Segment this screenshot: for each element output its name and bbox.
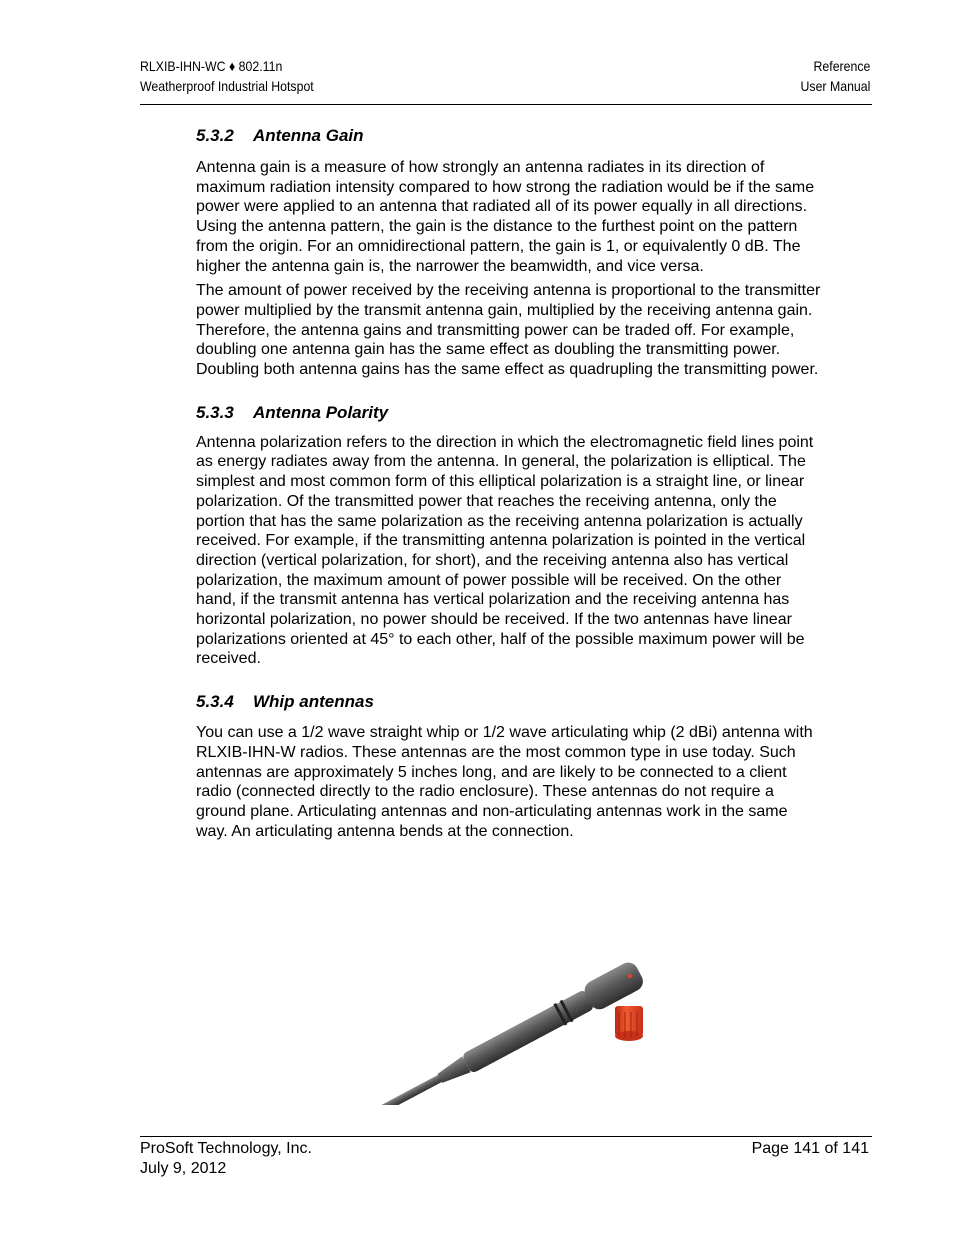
page-footer [140, 1139, 872, 1183]
footer-page-number: Page 141 of 141 [751, 1140, 869, 1157]
section-heading [196, 403, 822, 423]
whip-antenna-figure [360, 960, 660, 1105]
header-right [800, 56, 870, 96]
section-heading [196, 692, 822, 712]
header-divider [140, 104, 872, 105]
header-product-name: Weatherproof Industrial Hotspot [140, 78, 314, 94]
footer-divider [140, 1136, 872, 1137]
paragraph: You can use a 1/2 wave straight whip or 1/2 wave articulating whip (2 dBi) antenna with RLXIB-IHN-W radios. These antennas are the most common type in use today. Such antennas are approximately 5 inches long, and are likely to be connected to a client radio (connected directly to the radio enclosure). These antennas do not require a ground plane. Articulating antennas and non-articulating antennas work in the same way. An articulating antenna bends at the connection. [196, 724, 813, 840]
header-section: Reference [813, 58, 870, 74]
section-title: Whip antennas [253, 692, 374, 712]
connector-icon [615, 1006, 643, 1041]
paragraph: Antenna polarization refers to the direction in which the electromagnetic field lines point as energy radiates away from the antenna. In general, the polarization is elliptical. The simplest and most common form of this elliptical polarization is a straight line, or linear polarization. Of the transmitted power that reaches the receiving antenna, only the portion that has the same polarization as the receiving antenna polarization is actually received. For example, if the transmitting antenna polarization is pointed in the vertical direction (vertical polarization, for short), and the receiving antenna also has vertical polarization, the maximum amount of power possible will be received. On the other hand, if the transmit antenna has vertical polarization and the receiving antenna has horizontal polarization, no power should be received. If the two antennas have linear polarizations oriented at 45° to each other, half of the possible maximum power will be received. [196, 433, 814, 668]
paragraph: Antenna gain is a measure of how strongly an antenna radiates in its direction of maximum radiation intensity compared to how strong the radiation would be if the same power were applied to an antenna that radiated all of its power equally in all directions. Using the antenna pattern, the gain is the distance to the furthest point on the pattern from the origin. For an omnidirectional pattern, the gain is 1, or equivalently 0 dB. The higher the antenna gain is, the narrower the beamwidth, and vice versa. [196, 159, 815, 275]
section-number: 5.3.2 [196, 126, 234, 145]
antenna-body-icon [369, 960, 646, 1105]
section-title: Antenna Polarity [253, 402, 389, 422]
section-title: Antenna Gain [253, 126, 364, 145]
header-product-line: RLXIB-IHN-WC ♦ 802.11n [140, 58, 283, 74]
footer-date: July 9, 2012 [140, 1160, 227, 1177]
section-number: 5.3.4 [196, 692, 234, 712]
header-left [140, 56, 314, 96]
section-heading [196, 126, 822, 146]
section-antenna-gain [196, 126, 822, 380]
footer-left [140, 1139, 312, 1179]
page-content [196, 126, 822, 841]
section-antenna-polarity [196, 403, 822, 669]
page-header [140, 56, 870, 100]
header-doc-type: User Manual [800, 78, 870, 94]
paragraph: The amount of power received by the receiving antenna is proportional to the transmitter power multiplied by the transmit antenna gain, multiplied by the receiving antenna gain. Therefore, the antenna gains and transmitting power can be traded off. For example, doubling one antenna gain has the same effect as doubling the transmitting power. Doubling both antenna gains has the same effect as quadrupling the transmitting power. [196, 282, 821, 379]
footer-company: ProSoft Technology, Inc. [140, 1140, 312, 1157]
section-number: 5.3.3 [196, 402, 234, 422]
whip-antenna-image [360, 960, 660, 1105]
section-whip-antennas [196, 692, 822, 841]
